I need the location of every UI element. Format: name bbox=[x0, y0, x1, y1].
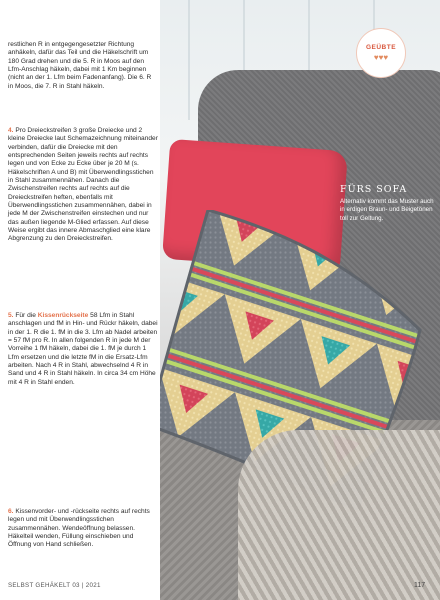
hearts-icon: ♥♥♥ bbox=[373, 52, 389, 62]
caption-title: FÜRS SOFA bbox=[340, 184, 408, 195]
page-footer bbox=[8, 582, 101, 589]
step-6-number: 6. bbox=[8, 508, 14, 515]
difficulty-badge bbox=[356, 28, 406, 78]
issue-number: 03 | 2021 bbox=[72, 582, 101, 589]
step-4-number: 4. bbox=[8, 127, 14, 134]
magazine-title: SELBST GEHÄKELT bbox=[8, 582, 71, 589]
step-5-paragraph bbox=[8, 312, 158, 387]
photo-caption bbox=[340, 184, 440, 223]
wall-panel-line bbox=[188, 0, 190, 120]
step-5-number: 5. bbox=[8, 312, 14, 319]
step-5-text: 58 Lfm in Stahl anschlagen und fM in Hin- und Rückr häkeln, dabei in der 1. R die 1. fM in die 3. Lfm ab Nadel arbeiten = 57 fM pro R. In allen folgenden R in jede M der Vorreihe 1 fM häkeln, dabei die 1. fM je durch 1 Lfm ersetzen und die letzte fM in die Ersatz-Lfm arbeiten. Nach 4 R in Stahl, abwechselnd 4 R in Sand und 4 R in Stahl häkeln. In circa 34 cm Höhe mit 4 R in Stahl enden. bbox=[8, 312, 158, 386]
intro-paragraph bbox=[8, 41, 158, 91]
step-6-text: Kissenvorder- und -rückseite rechts auf rechts legen und mit Überwendlingsstichen zusammennähen. Wendeöffnung belassen. Häkelteil wenden, Füllung einschieben und Öffnung von Hand schließen. bbox=[8, 508, 150, 549]
step-5-highlight: Kissenrückseite bbox=[37, 312, 89, 319]
wicker-chair bbox=[238, 430, 440, 600]
instruction-column bbox=[0, 0, 160, 600]
step-4-text: Pro Dreieckstreifen 3 große Dreiecke und 2 kleine Dreiecke laut Schemazeichnung miteinander verbinden, dafür die Dreiecke mit den entsprechenden Seiten jeweils rechts auf rechts legen und von Ecke zu Ecke über je 20 M (s. Häkelschriften A und B) mit Überwendlingsstichen in Stahl zusammennähen. Danach die Zwischenstreifen rechts auf rechts auf die Dreieckstreifen heften, ebenfalls mit Überwendlingsstichen zusammennähen, dabei in jede M der Zwischenstreifen einstechen und nur das außen liegende M-Glied erfassen. Auf diese Weise ergibt das innere Abmaschglied eine klare Abgrenzung zu den Dreieckstreifen. bbox=[8, 127, 158, 243]
step-5-pre: Für die bbox=[15, 312, 36, 319]
page-number: 117 bbox=[414, 582, 426, 589]
step-6-paragraph bbox=[8, 508, 158, 550]
difficulty-label: GEÜBTE bbox=[365, 43, 397, 51]
product-photo bbox=[158, 0, 440, 600]
intro-text: restlichen R in entgegengesetzter Richtung anhäkeln, dafür das Teil und die Häkelschrift um 180 Grad drehen und die 5. R in Moos auf den Lfm-Anschlag häkeln, dabei mit 1 Km beginnen (nicht an der 1. Lfm beim Fadenanfang). Die 6. R in Moos, die 7. R in Stahl häkeln. bbox=[8, 41, 152, 90]
step-4-paragraph bbox=[8, 127, 158, 244]
caption-body: Alternativ kommt das Muster auch in erdigen Braun- und Beigetönen toll zur Geltung. bbox=[340, 198, 434, 222]
